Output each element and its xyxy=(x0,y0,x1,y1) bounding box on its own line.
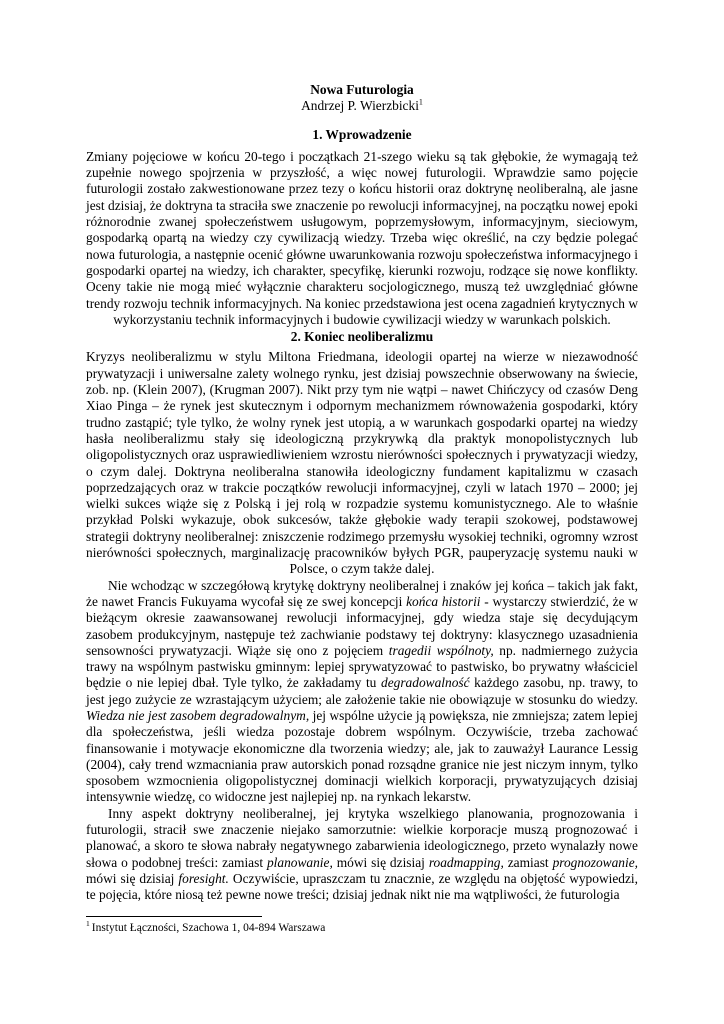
document-title: Nowa Futurologia xyxy=(310,82,414,97)
text-run: zamiast xyxy=(503,854,553,870)
emphasis-run: foresight. xyxy=(178,870,229,886)
document-page xyxy=(86,82,638,904)
text-run: Nie wchodząc w szczegółową krytykę doktryny neoliberalnej i znaków jej końca – takich jak fakt, że nawet Francis Fukuyama wycofał się ze swej koncepcji xyxy=(86,577,638,609)
footnote xyxy=(86,919,638,934)
emphasis-run: planowanie, xyxy=(266,854,333,870)
emphasis-run: prognozowanie, xyxy=(552,854,638,870)
emphasis-run: tragedii wspólnoty, xyxy=(388,642,494,658)
footnote-mark: 1 xyxy=(86,919,90,929)
section-heading-neoliberalism: 2. Koniec neoliberalizmu xyxy=(290,329,434,345)
text-run: jej wspólne użycie ją powiększa, nie zmniejsza; zatem lepiej dla społeczeństwa, jeśli wiedza pozostaje dobrem wspólnym. Oczywiście, trzeba zachować finansowanie i motywacje ekonomiczne dla tworzenia wiedzy; ale, jak to zauważył Laurance Lessig (2004), cały trend wzmacniania praw autorskich ponad rozsądne granice nie jest niczym innym, tylko sposobem wzmocnienia oligopolistycznej dominacji wielkich korporacji, prywatyzujących dzisiaj intensywnie wiedzę, co widoczne jest najlepiej np. na rynkach lekarstw. xyxy=(86,707,638,805)
text-run: Inny aspekt doktryny neoliberalnej, jej krytyka wszelkiego planowania, prognozowania i futurologii, stracił swe znaczenie niejako samorzutnie: wielkie korporacje muszą prognozować i planować, a skoro te słowa nabrały negatywnego zabarwienia ideologicznego, przeto wynalazły nowe słowa o podobnej treści: zamiast xyxy=(86,805,638,870)
neoliberalism-paragraph-2 xyxy=(86,578,638,806)
text-run: mówi się dzisiaj xyxy=(86,870,179,886)
text-run: np. nadmiernego zużycia trawy na wspólnym pastwisku gminnym: lepiej sprywatyzować to pastwisko, bo prywatny właściciel będzie o nie lepiej dbał. Tyle tylko, że zakładamy tu xyxy=(86,642,639,691)
emphasis-run: końca historii xyxy=(406,593,481,609)
emphasis-run: Wiedza nie jest zasobem degradowalnym, xyxy=(86,707,310,723)
author-footnote-mark: 1 xyxy=(418,97,423,107)
emphasis-run: degradowalność xyxy=(381,675,470,691)
author-name: Andrzej P. Wierzbicki xyxy=(301,98,419,114)
text-run: Oczywiście, upraszczam tu znacznie, ze względu na objętość wypowiedzi, te pojęcia, które niosą też pewne nowe treści; dzisiaj jednak nikt nie ma wątpliwości, że futurologia xyxy=(86,870,638,903)
neoliberalism-paragraph-1: Kryzys neoliberalizmu w stylu Miltona Friedmana, ideologii opartej na wierze w niezawodność prywatyzacji i uniwersalne zalety wolnego rynku, jest dzisiaj powszechnie obserwowany na świecie, zob. np. (Klein 2007), (Krugman 2007). Nikt przy tym nie wątpi – nawet Chińczycy od czasów Deng Xiao Pinga – że rynek jest skutecznym i odpornym mechanizmem równoważenia gospodarki, który trudno zastąpić; tyle tylko, że wolny rynek jest utopią, a w warunkach gospodarki opartej na wiedzy hasła neoliberalizmu stały się ideologiczną przykrywką dla praktyk monopolistycznych lub oligopolistycznych oraz usprawiedliwieniem wzrostu nierówności społecznych i prywatyzacji wiedzy, o czym dalej. Doktryna neoliberalna stanowiła ideologiczny fundament kapitalizmu w czasach poprzedzających oraz w trakcie początków rewolucji informacyjnej, czyli w latach 1970 – 2000; jej wielki sukces wiąże się z Polską i jej rolą w rozpadzie systemu komunistycznego. Ale to właśnie przykład Polski wykazuje, obok sukcesów, także głębokie wady terapii szokowej, podstawowej strategii doktryny neoliberalnej: zniszczenie rodzimego przemysłu wysokiej techniki, ogromny wzrost nierówności społecznych, marginalizację pracowników byłych PGR, pauperyzację systemu nauki w Polsce, o czym także dalej. xyxy=(86,349,638,577)
footnote-divider xyxy=(86,916,262,917)
text-run: każdego zasobu, np. trawy, to jest jego zużycie ze wzrastającym użyciem; ale założenie takie nie obowiązuje w stosunku do wiedzy. xyxy=(86,675,638,707)
footnote-text: Instytut Łączności, Szachowa 1, 04-894 Warszawa xyxy=(91,922,326,934)
emphasis-run: roadmapping, xyxy=(428,854,504,870)
introduction-paragraph: Zmiany pojęciowe w końcu 20-tego i początkach 21-szego wieku są tak głębokie, że wymagają też zupełnie nowego spojrzenia w przyszłość, a więc nowej futurologii. Wprawdzie samo pojęcie futurologii zostało zakwestionowane przez tezy o końcu historii oraz doktrynę neoliberalną, ale jasne jest dzisiaj, że doktryna ta straciła swe znaczenie po rewolucji informacyjnej, na początku nowej epoki różnorodnie zwanej społeczeństwem usługowym, poprzemysłowym, informacyjnym, sieciowym, gospodarką opartą na wiedzy czy cywilizacją wiedzy. Trzeba więc określić, na czy będzie polegać nowa futurologia, a następnie ocenić główne uwarunkowania rozwoju społeczeństwa informacyjnego i gospodarki opartej na wiedzy, ich charakter, specyfikę, kierunki rozwoju, rodzące się nowe konflikty. Oceny takie nie mogą mieć wyłącznie charakteru socjologicznego, muszą też uwzględniać główne trendy rozwoju technik informacyjnych. Na koniec przedstawiona jest ocena zagadnień krytycznych w wykorzystaniu technik informacyjnych i budowie cywilizacji wiedzy w warunkach polskich. xyxy=(86,148,638,327)
author-line xyxy=(86,98,638,114)
neoliberalism-paragraph-3 xyxy=(86,806,638,904)
text-run: mówi się dzisiaj xyxy=(332,854,429,870)
text-run: - wystarczy stwierdzić, że w bieżącym okresie zaawansowanej rewolucji informacyjnej, gdy wiedza staje się decydującym zasobem produkcyjnym, następuje też zachwianie podstawy tej doktryny: klasycznego uzasadnienia sensowności prywatyzacji. Wiąże się ono z pojęciem xyxy=(86,593,638,658)
section-heading-introduction: 1. Wprowadzenie xyxy=(312,126,412,142)
